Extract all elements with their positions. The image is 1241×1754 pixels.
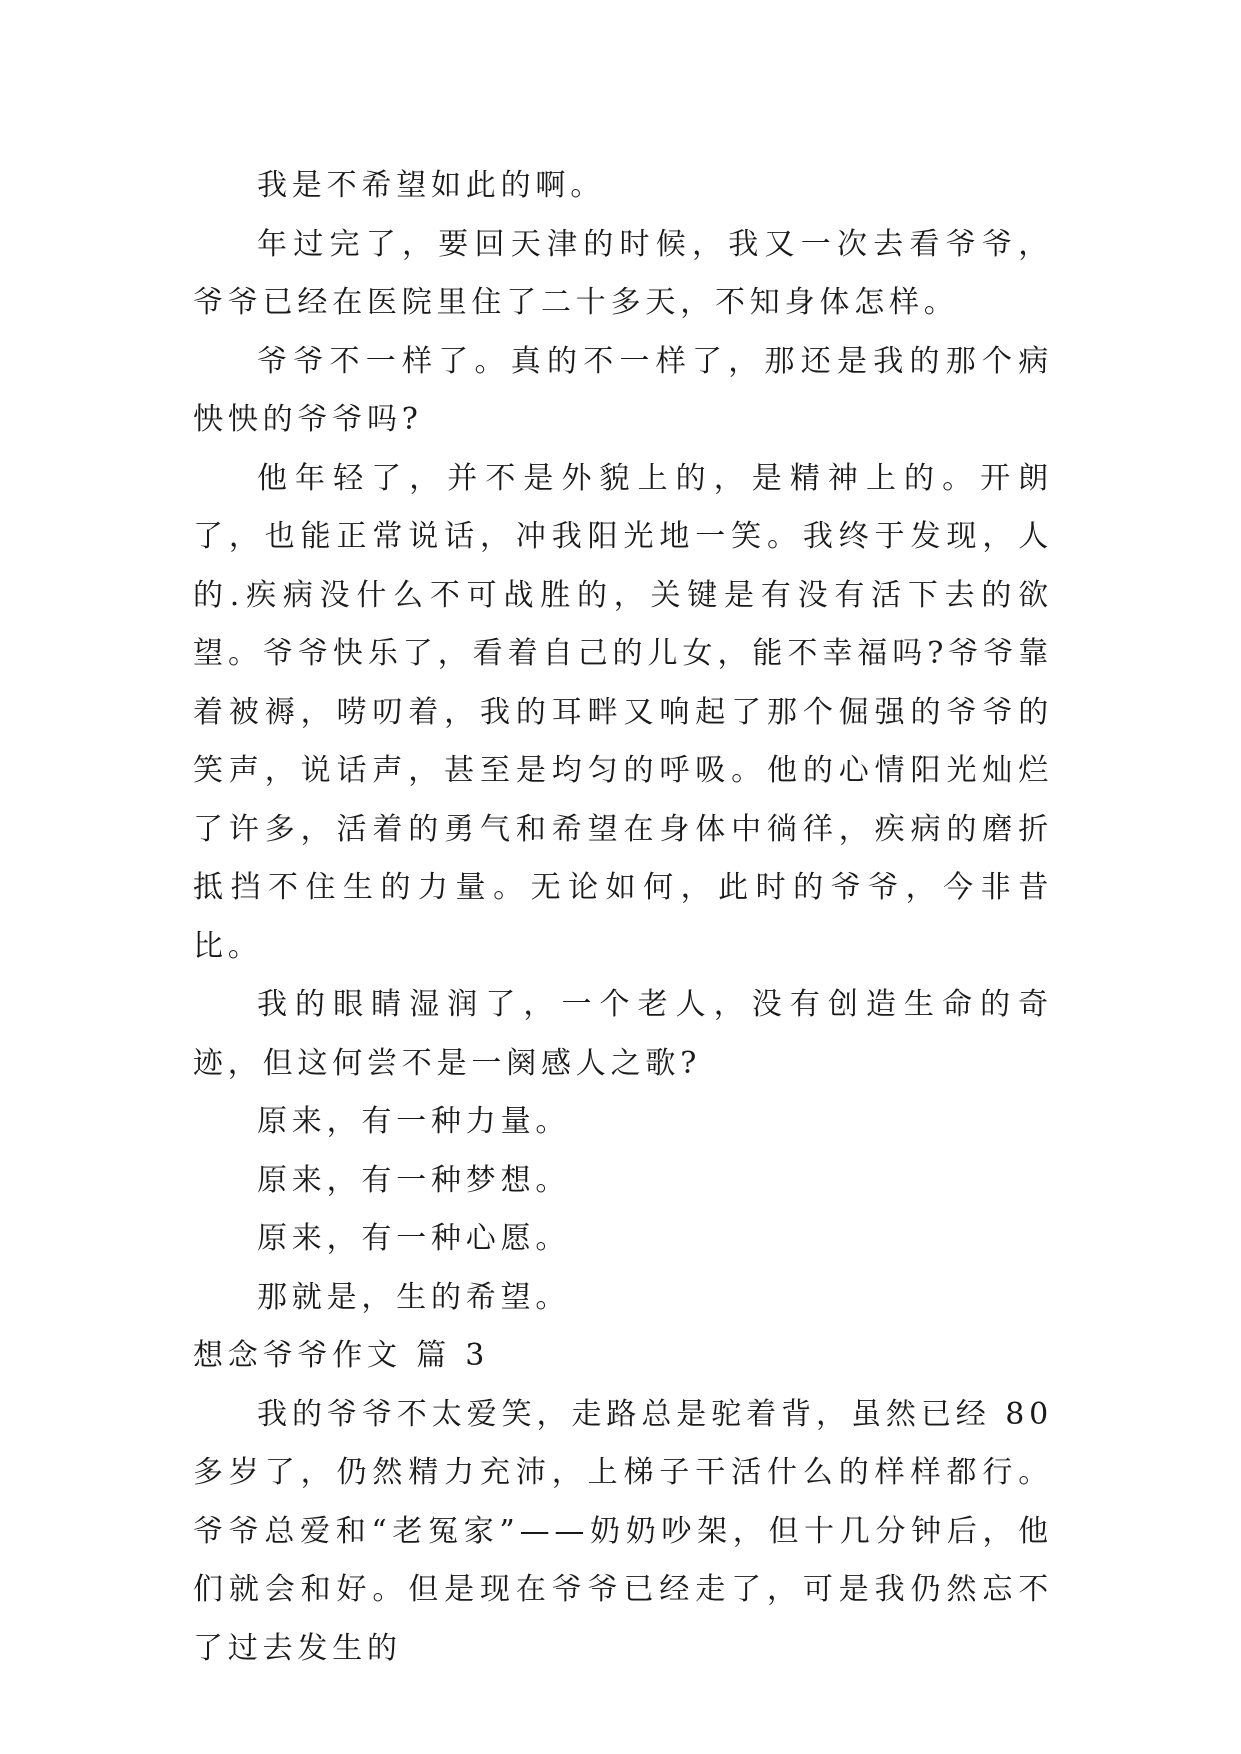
- paragraph: 年过完了，要回天津的时候，我又一次去看爷爷，爷爷已经在医院里住了二十多天，不知身体怎样。: [193, 226, 1053, 320]
- paragraph: 原来，有一种梦想。: [257, 1162, 571, 1198]
- section-heading: 想念爷爷作文 篇 3: [193, 1338, 490, 1373]
- paragraph: 原来，有一种力量。: [257, 1104, 571, 1139]
- paragraph: 爷爷不一样了。真的不一样了，那还是我的那个病怏怏的爷爷吗?: [193, 343, 1053, 437]
- paragraph: 我是不希望如此的啊。: [257, 168, 605, 203]
- paragraph: 那就是，生的希望。: [257, 1279, 571, 1315]
- paragraph: 我的爷爷不太爱笑，走路总是驼着背，虽然已经 80 多岁了，仍然精力充沛，上梯子干活什么的样样都行。爷爷总爱和“老冤家”——奶奶吵架，但十几分钟后，他们就会和好。但是现在爷爷已经走了，可是我仍然忘不了过去发生的: [193, 1396, 1053, 1666]
- document-body: [193, 157, 1053, 1678]
- paragraph: 原来，有一种心愿。: [257, 1221, 571, 1256]
- paragraph: 他年轻了，并不是外貌上的，是精神上的。开朗了，也能正常说话，冲我阳光地一笑。我终于发现，人的.疾病没什么不可战胜的，关键是有没有活下去的欲望。爷爷快乐了，看着自己的儿女，能不幸福吗?爷爷靠着被褥，唠叨着，我的耳畔又响起了那个倔强的爷爷的笑声，说话声，甚至是均匀的呼吸。他的心情阳光灿烂了许多，活着的勇气和希望在身体中徜徉，疾病的磨折抵挡不住生的力量。无论如何，此时的爷爷，今非昔比。: [193, 460, 1053, 964]
- paragraph: 我的眼睛湿润了，一个老人，没有创造生命的奇迹，但这何尝不是一阕感人之歌?: [193, 987, 1053, 1081]
